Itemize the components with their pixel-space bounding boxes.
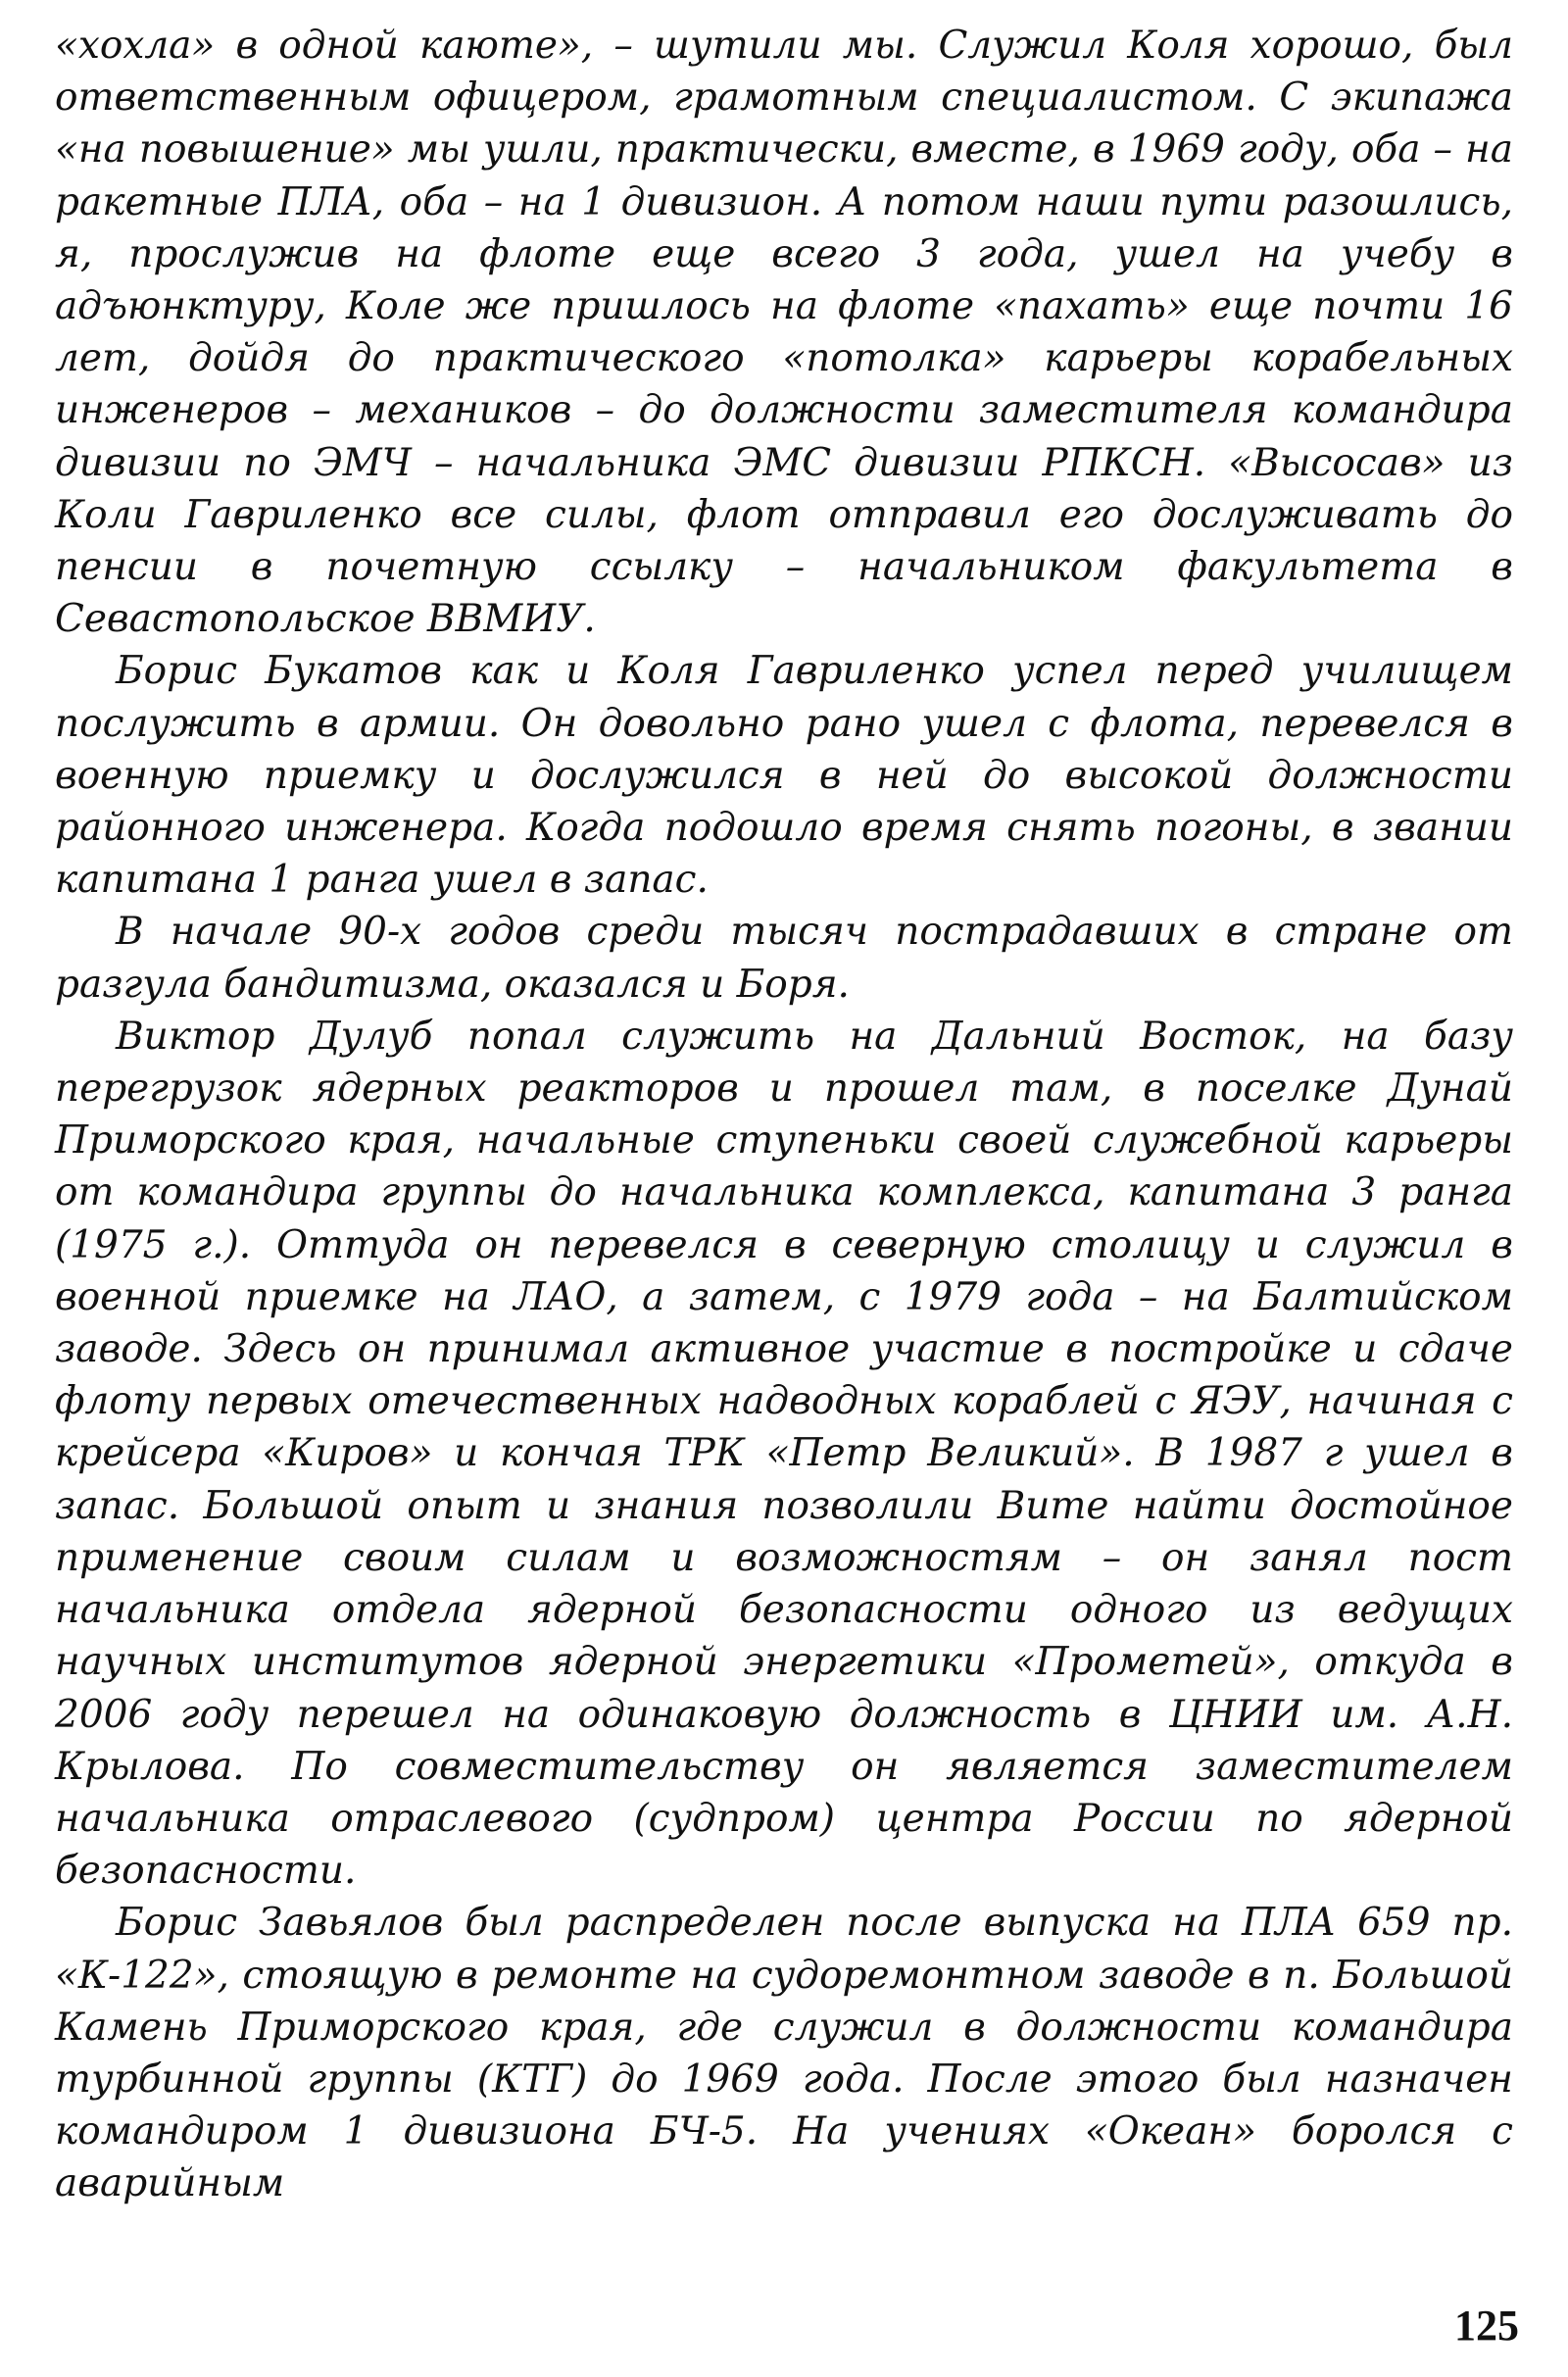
paragraph-borya: В начале 90-х годов среди тысяч пострадавших в стране от разгула бандитизма, оказался и Боря.: [55, 910, 1513, 1007]
body-text: [55, 20, 1513, 2210]
page-number: 125: [1454, 2302, 1519, 2350]
paragraph-zavyalov: Борис Завьялов был распределен после выпуска на ПЛА 659 пр. «К-122», стоящую в ремонте на судоремонтном заводе в п. Большой Камень Приморского края, где служил в должности командира турбинной группы (КТГ) до 1969 года. После этого был назначен командиром 1 дивизиона БЧ-5. На учениях «Океан» боролся с аварийным: [55, 1901, 1513, 2206]
paragraph-continuation: «хохла» в одной каюте», – шутили мы. Служил Коля хорошо, был ответственным офицером, грамотным специалистом. С экипажа «на повышение» мы ушли, практически, вместе, в 1969 году, оба – на ракетные ПЛА, оба – на 1 дивизион. А потом наши пути разошлись, я, прослужив на флоте еще всего 3 года, ушел на учебу в адъюнктуру, Коле же пришлось на флоте «пахать» еще почти 16 лет, дойдя до практического «потолка» карьеры корабельных инженеров – механиков – до должности заместителя командира дивизии по ЭМЧ – начальника ЭМС дивизии РПКСН. «Высосав» из Коли Гавриленко все силы, флот отправил его дослуживать до пенсии в почетную ссылку – начальником факультета в Севастопольское ВВМИУ.: [55, 24, 1513, 642]
paragraph-dulub: Виктор Дулуб попал служить на Дальний Восток, на базу перегрузок ядерных реакторов и прошел там, в поселке Дунай Приморского края, начальные ступеньки своей служебной карьеры от командира группы до начальника комплекса, капитана 3 ранга (1975 г.). Оттуда он перевелся в северную столицу и служил в военной приемке на ЛАО, а затем, с 1979 года – на Балтийском заводе. Здесь он принимал активное участие в постройке и сдаче флоту первых отечественных надводных кораблей с ЯЭУ, начиная с крейсера «Киров» и кончая ТРК «Петр Великий». В 1987 г ушел в запас. Большой опыт и знания позволили Вите найти достойное применение своим силам и возможностям – он занял пост начальника отдела ядерной безопасности одного из ведущих научных институтов ядерной энергетики «Прометей», откуда в 2006 году перешел на одинаковую должность в ЦНИИ им. А.Н. Крылова. По совместительству он является заместителем начальника отраслевого (судпром) центра России по ядерной безопасности.: [55, 1014, 1513, 1894]
paragraph-bukatov: Борис Букатов как и Коля Гавриленко успел перед училищем послужить в армии. Он довольно рано ушел с флота, перевелся в военную приемку и дослужился в ней до высокой должности районного инженера. Когда подошло время снять погоны, в звании капитана 1 ранга ушел в запас.: [55, 649, 1513, 903]
